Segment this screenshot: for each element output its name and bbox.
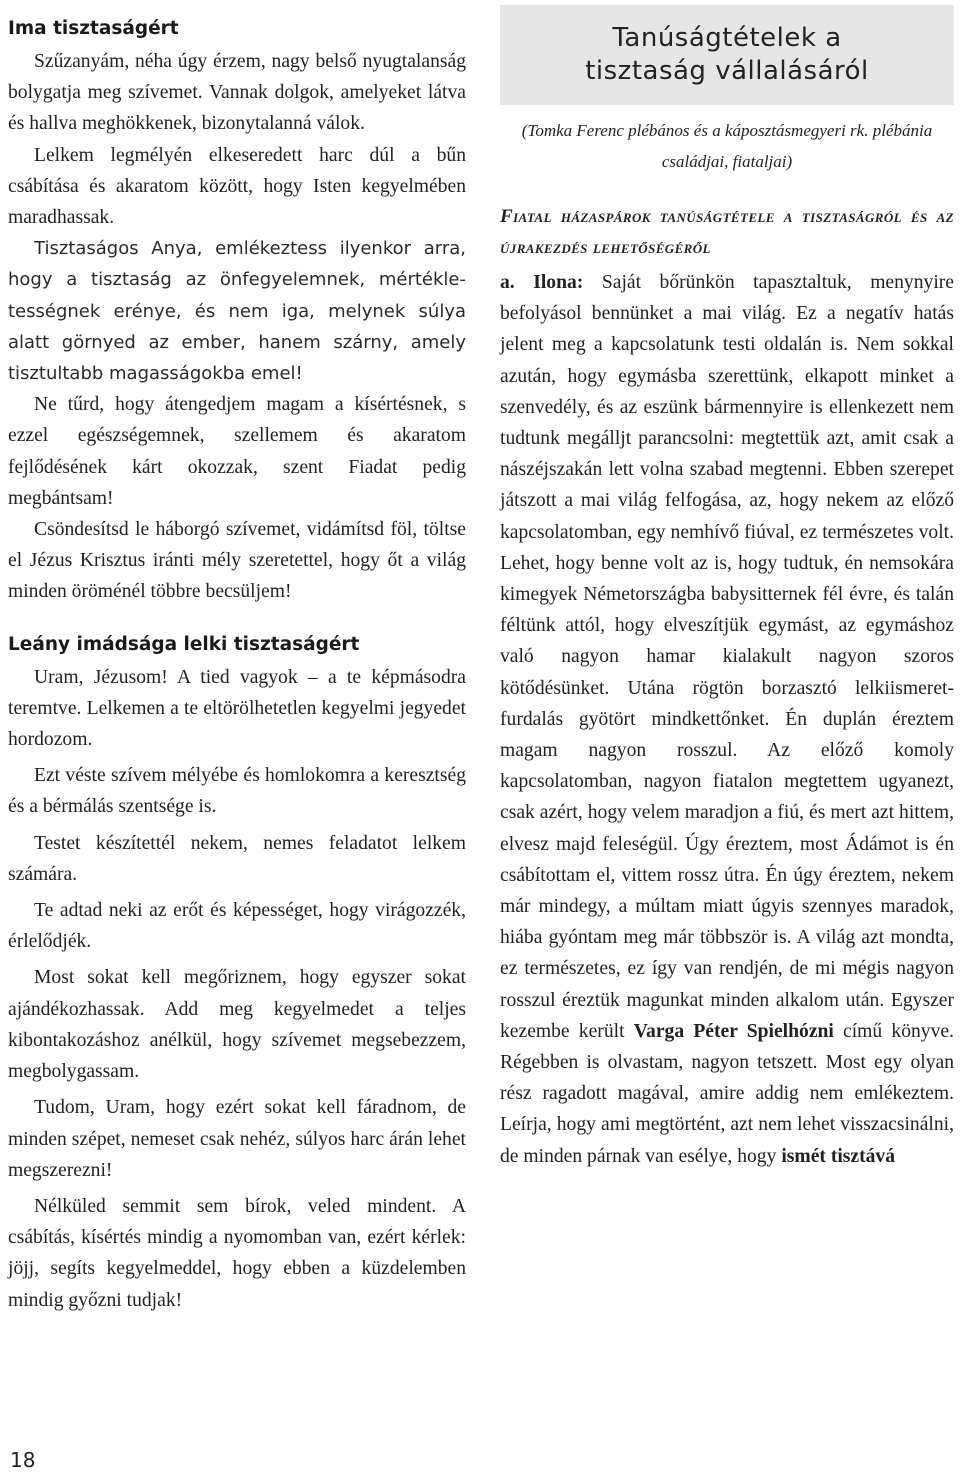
prayer-paragraph-2: Lelkem legmélyén elkeseredett harc dúl a bűn csábítása és akaratom között, hogy Isten kegyelmében maradhassak. <box>8 144 466 229</box>
emphasis-text: ismét tisztává <box>781 1145 896 1167</box>
testimony-body <box>500 267 954 1172</box>
testimony-heading: Fiatal házaspárok tanúságtétele a tisztaságról és az újrakezdés lehetőségéről <box>500 206 954 258</box>
right-column <box>500 0 954 1172</box>
prayer2-paragraph-3: Testet készítettél nekem, nemes feladatot lelkem számára. <box>8 832 466 885</box>
section-banner <box>500 5 954 105</box>
testimony-text-1: Saját bőrünkön tapasztaltuk, menynyire befolyásol bennünket a mai világ. Ez a negatív hatás jelent meg a kapcsolatunk testi oldalán is. Nem sokkal azután, hogy egymásba szerettünk, elkapott minket a szenvedély, és az eszünk bármennyire is ellenkezett nem tudtunk megálljt parancsolni: megtettük azt, amit csak a nászéjszakán lett volna szabad megtenni. Ebben szerepet játszott a mai világ felfogása, az, hogy nekem az előző kapcsolatomban, egy nemhívő fiúval, ez természetes volt. Lehet, hogy benne volt az is, hogy tudtuk, én nemsokára kimegyek Németországba babysitternek fél évre, és talán féltünk attól, hogy elveszítjük egymást, az egymáshoz való nagyon hamar kialakult nagyon szoros kötődésünket. Utána rögtön borzasztó lelkiismeret-furdalás gyötört mindkettőnket. Én duplán éreztem magam nagyon rosszul. Az előző komoly kapcsolatomban, nagyon fiatalon megtettem ugyanezt, csak azért, hogy velem maradjon a fiú, és mert azt hittem, elvesz majd feleségül. Úgy éreztem, most Ádámot is én csábítottam el, vittem rossz útra. Én úgy éreztem, nekem már mindegy, a múltam miatt úgyis szennyes maradok, hiába gyóntam meg már többször is. A világ azt mondta, ez természetes, ez így van rendjén, de mi mégis nagyon rosszul éreztük magunkat minden alkalom után. Egyszer kezembe került <box>500 272 954 1042</box>
speaker-label: a. Ilona: <box>500 272 584 293</box>
prayer2-paragraph-7: Nélküled semmit sem bírok, veled mindent. A csábítás, kísértés mindig a nyomomban van, ezért kérlek: jöjj, segíts kegyelmeddel, hogy ebben a küzdelemben mindig győzni tudjak! <box>8 1195 466 1311</box>
prayer-paragraph-1: Szűzanyám, néha úgy érzem, nagy belső nyugtalanság bolygatja meg szívemet. Vannak dolgok, amelyeket látva és hallva meghökkenek, bizonytalanná válok. <box>8 51 466 135</box>
prayer2-paragraph-2: Ezt véste szívem mélyébe és homlokomra a keresztség és a bérmálás szentsége is. <box>8 765 466 818</box>
page-number: 18 <box>10 1448 36 1472</box>
prayer2-paragraph-6: Tudom, Uram, hogy ezért sokat kell fáradnom, de minden szépet, nemeset csak nehéz, súlyos harc árán lehet megszerezni! <box>8 1097 466 1181</box>
testimony-text-2: című könyve. Régebben is olvastam, nagyon tetszett. Most egy olyan rész ragadott magával, amire addig nem emlékeztem. Leírja, hogy ami megtörtént, azt nem lehet visszacsinálni, de minden párnak van esélye, hogy <box>500 1020 954 1167</box>
prayer2-paragraph-1: Uram, Jézusom! A tied vagyok – a te képmásodra teremtve. Lelkemen a te eltörölhetetlen kegyelmi jegyedet hordozom. <box>8 666 466 751</box>
prayer-paragraph-3: Tisztaságos Anya, emlékeztess ilyenkor arra, hogy a tisztaság az önfegyelemnek, mértékletességnek erénye, és nem iga, melynek súlya alatt görnyed az ember, hanem szárny, amely tisztultabb magasságokba emel! <box>8 238 466 385</box>
banner-title-line-1: Tanúságtételek a <box>612 23 842 53</box>
prayer2-title: Leány imádsága lelki tisztaságért <box>8 633 360 655</box>
left-column <box>8 0 466 1316</box>
prayer2-paragraph-4: Te adtad neki az erőt és képességet, hogy virágozzék, érlelődjék. <box>8 900 466 953</box>
banner-title-line-2: tisztaság vállalásáról <box>585 56 869 86</box>
book-title: Varga Péter Spielhózni <box>633 1020 834 1042</box>
prayer2-paragraph-5: Most sokat kell megőriznem, hogy egyszer sokat ajándékozhassak. Add meg kegyelmedet a teljes kibontakozáshoz anélkül, hogy szívemet megsebezzem, megbolygassam. <box>8 967 466 1083</box>
prayer-paragraph-5: Csöndesítsd le háborgó szívemet, vidámítsd föl, töltse el Jézus Krisztus iránti mély szeretettel, hogy őt a világ minden öröménél többre becsüljem! <box>8 519 466 603</box>
prayer-paragraph-4: Ne tűrd, hogy átengedjem magam a kísértésnek, s ezzel egészségemnek, szellemem és akaratom fejlődésének kárt okozzak, szent Fiadat pedig megbántsam! <box>8 394 466 509</box>
banner-subtitle: (Tomka Ferenc plébános és a káposztásmegyeri rk. plébánia családjai, fiataljai) <box>521 121 933 171</box>
prayer-title: Ima tisztaságért <box>8 18 179 39</box>
